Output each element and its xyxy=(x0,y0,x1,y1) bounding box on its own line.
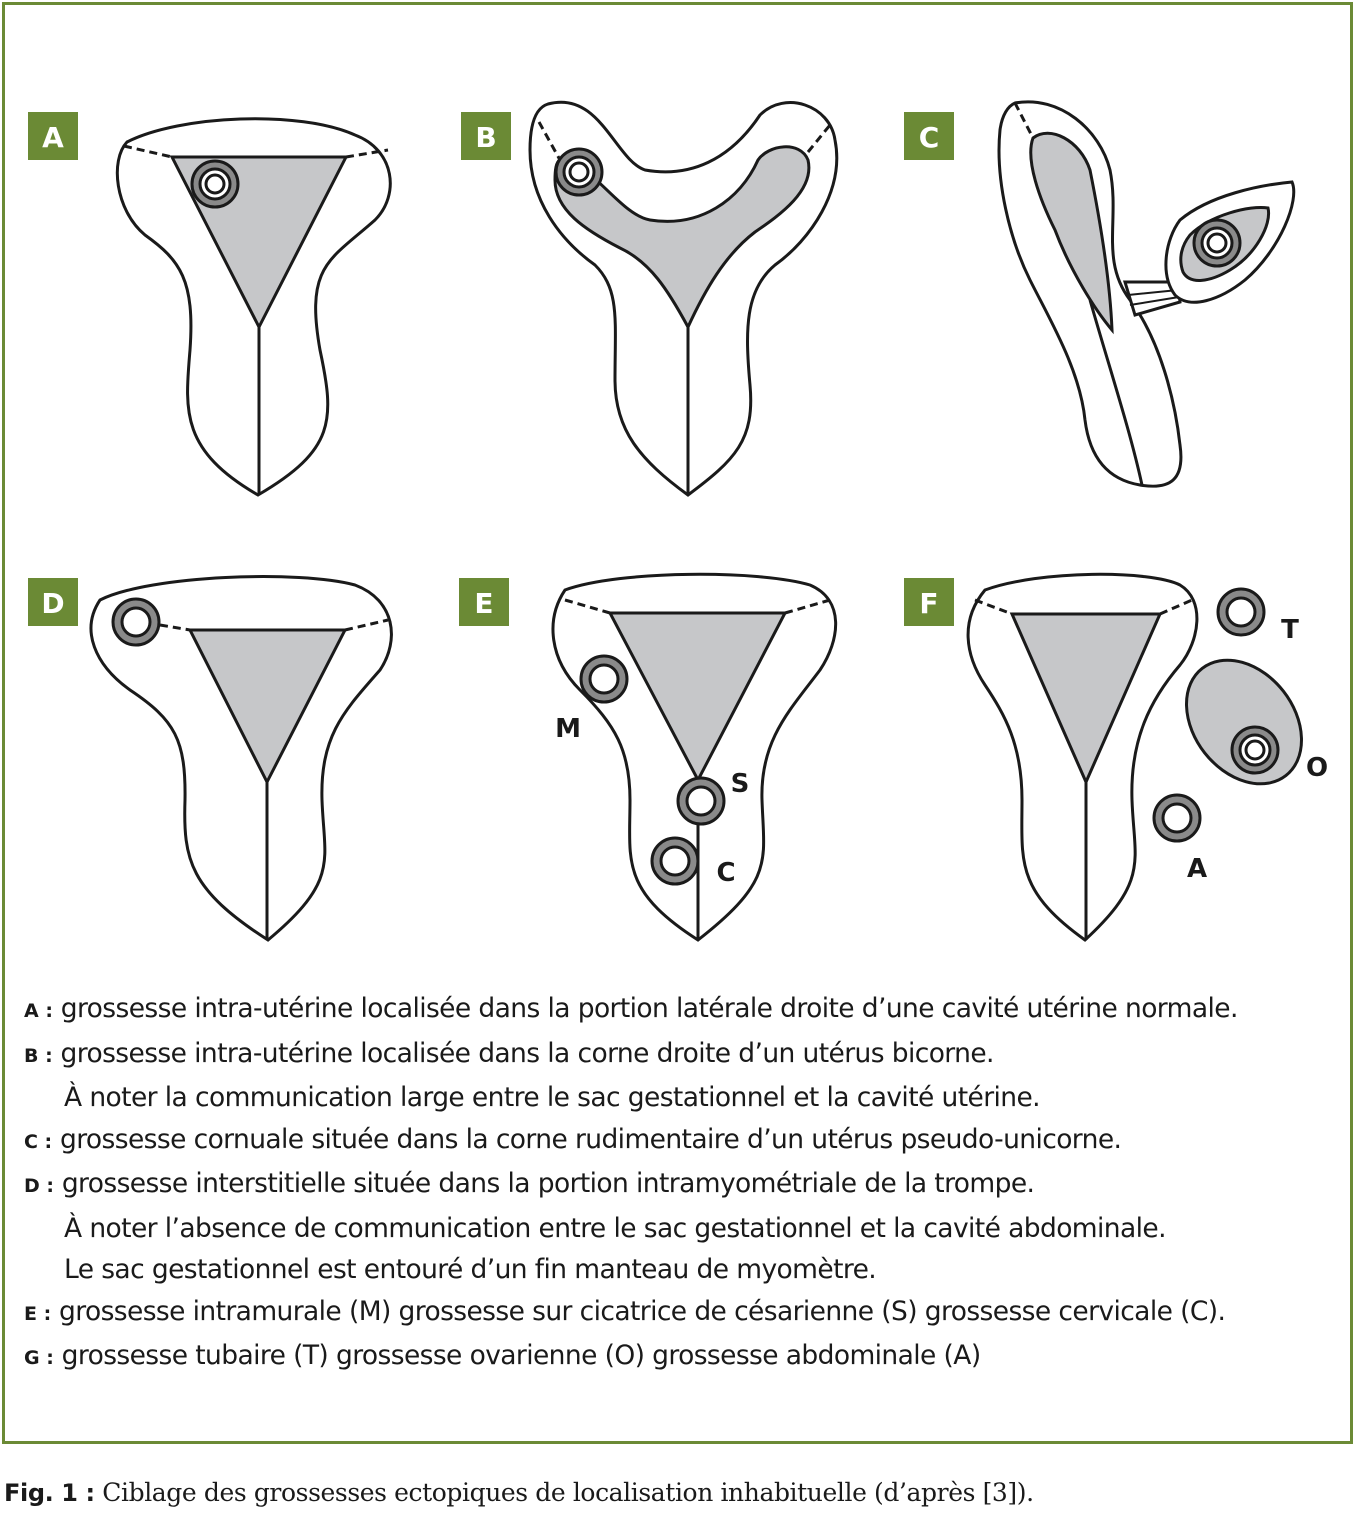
panel-b xyxy=(461,102,837,495)
legend-row xyxy=(24,1335,1344,1380)
legend-text: grossesse intra-utérine localisée dans la portion latérale droite d’une cavité utérine normale. xyxy=(60,993,1238,1024)
sac-tubal xyxy=(1218,589,1264,635)
legend-row xyxy=(24,1033,1344,1078)
caption-text: Ciblage des grossesses ectopiques de localisation inhabituelle (d’après [3]). xyxy=(94,1478,1034,1507)
legend-key: G : xyxy=(24,1347,54,1369)
gestational-sac-c xyxy=(1194,220,1240,266)
legend-text: grossesse intra-utérine localisée dans la corne droite d’un utérus bicorne. xyxy=(60,1037,994,1069)
sac-abdominal xyxy=(1154,795,1200,841)
gestational-sac-d xyxy=(113,599,159,645)
label-s: S xyxy=(730,769,750,799)
legend-text: À noter l’absence de communication entre le sac gestationnel et la cavité abdominale. xyxy=(64,1212,1166,1244)
legend-row xyxy=(24,1077,1344,1119)
legend-row xyxy=(24,1291,1344,1336)
figure-caption xyxy=(4,1478,1034,1507)
panel-f xyxy=(904,574,1328,940)
legend-text: grossesse interstitielle située dans la portion intramyométriale de la trompe. xyxy=(61,1168,1035,1199)
sac-cervical xyxy=(652,838,698,884)
legend-row xyxy=(24,1163,1344,1208)
label-a: A xyxy=(1186,854,1208,884)
label-t: T xyxy=(1281,615,1299,645)
legend-row xyxy=(24,988,1344,1033)
legend-key: D : xyxy=(24,1175,54,1197)
badge-f-label: F xyxy=(919,587,939,620)
legend-key: E : xyxy=(24,1302,52,1325)
legend-text: À noter la communication large entre le sac gestationnel et la cavité utérine. xyxy=(64,1082,1040,1113)
label-c: C xyxy=(716,858,736,888)
legend-key: B : xyxy=(24,1044,53,1067)
badge-c-label: C xyxy=(918,121,940,154)
legend-row xyxy=(24,1208,1344,1250)
badge-d-label: D xyxy=(41,587,65,620)
sac-ovarian xyxy=(1232,727,1278,773)
ovary xyxy=(1163,638,1329,807)
legend xyxy=(24,988,1344,1380)
sac-intramural xyxy=(581,656,627,702)
legend-row xyxy=(24,1119,1344,1164)
badge-b-label: B xyxy=(475,121,497,154)
sac-cesarean-scar xyxy=(678,778,724,824)
panel-e xyxy=(459,574,836,940)
legend-text: grossesse intramurale (M) grossesse sur cicatrice de césarienne (S) grossesse cervicale (C). xyxy=(59,1295,1226,1327)
legend-text: grossesse tubaire (T) grossesse ovarienne (O) grossesse abdominale (A) xyxy=(61,1340,981,1371)
legend-text: Le sac gestationnel est entouré d’un fin manteau de myomètre. xyxy=(64,1254,877,1285)
gestational-sac-b xyxy=(556,149,602,195)
label-m: M xyxy=(555,714,581,744)
legend-row xyxy=(24,1249,1344,1291)
badge-e-label: E xyxy=(474,587,494,620)
legend-key: A : xyxy=(24,1000,53,1022)
panel-d xyxy=(28,577,391,940)
legend-text: grossesse cornuale située dans la corne rudimentaire d’un utérus pseudo-unicorne. xyxy=(60,1123,1122,1155)
panel-a xyxy=(28,112,390,495)
gestational-sac-a xyxy=(192,161,238,207)
badge-a-label: A xyxy=(42,121,64,154)
figure-number: Fig. 1 : xyxy=(4,1479,95,1507)
label-o: O xyxy=(1305,753,1329,783)
legend-key: C : xyxy=(24,1130,53,1153)
panel-c xyxy=(904,102,1294,486)
